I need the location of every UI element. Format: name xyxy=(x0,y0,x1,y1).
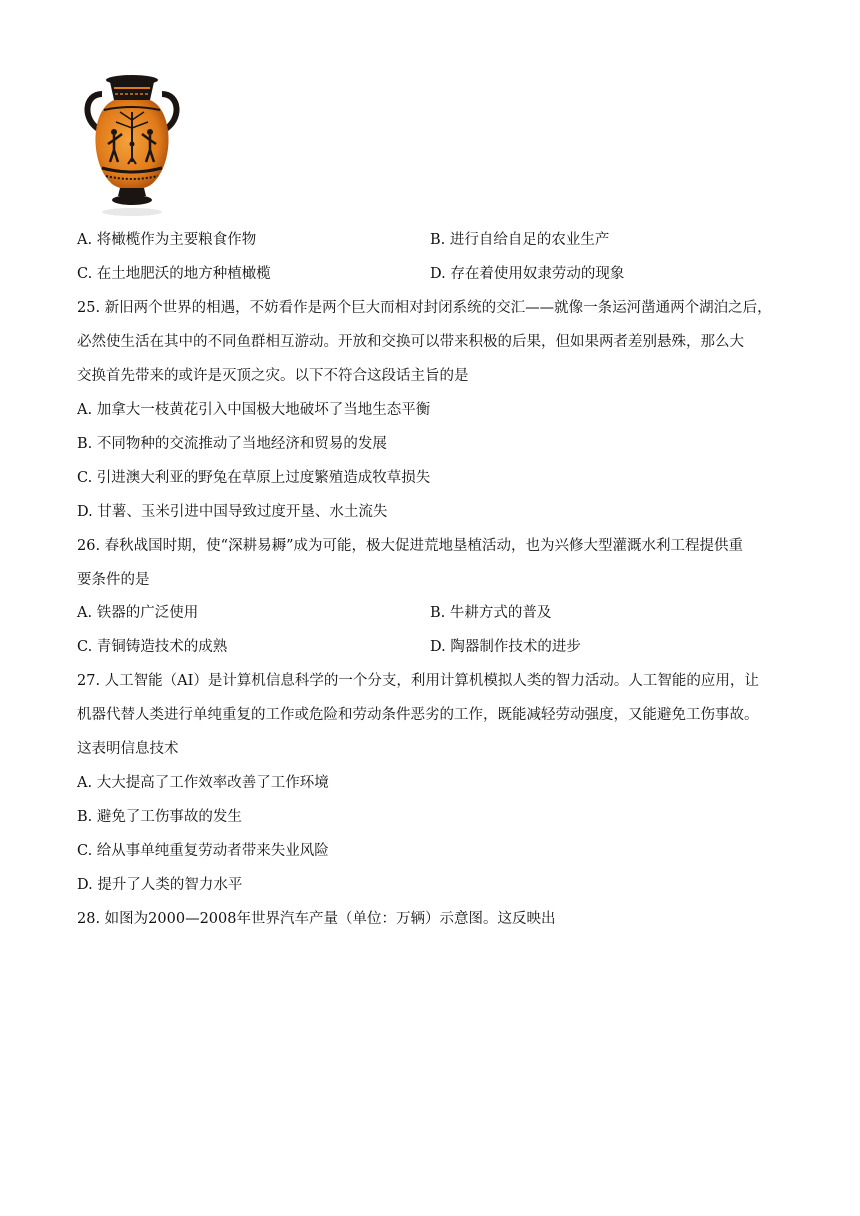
greek-amphora-image xyxy=(80,72,184,220)
q27-stem-line-3: 这表明信息技术 xyxy=(77,741,179,757)
q25-option-b: B. 不同物种的交流推动了当地经济和贸易的发展 xyxy=(77,436,387,452)
q26-option-a: A. 铁器的广泛使用 xyxy=(77,605,199,621)
q27-option-d: D. 提升了人类的智力水平 xyxy=(77,877,243,893)
q24-option-c: C. 在土地肥沃的地方种植橄榄 xyxy=(77,266,271,282)
q26-option-c: C. 青铜铸造技术的成熟 xyxy=(77,639,228,655)
q26-option-d: D. 陶器制作技术的进步 xyxy=(430,639,581,655)
q27-option-c: C. 给从事单纯重复劳动者带来失业风险 xyxy=(77,843,329,859)
q25-stem-line-2: 必然使生活在其中的不同鱼群相互游动。开放和交换可以带来积极的后果，但如果两者差别悬殊，那么大 xyxy=(77,334,744,350)
q27-option-b: B. 避免了工伤事故的发生 xyxy=(77,809,242,825)
q27-option-a: A. 大大提高了工作效率改善了工作环境 xyxy=(77,775,329,791)
q26-stem-line-1: 26. 春秋战国时期，使“深耕易耨”成为可能，极大促进荒地垦植活动，也为兴修大型灌溉水利工程提供重 xyxy=(77,538,743,554)
q25-option-a: A. 加拿大一枝黄花引入中国极大地破坏了当地生态平衡 xyxy=(77,402,431,418)
q27-stem-line-2: 机器代替人类进行单纯重复的工作或危险和劳动条件恶劣的工作，既能减轻劳动强度，又能避免工伤事故。 xyxy=(77,707,759,723)
q24-option-d: D. 存在着使用奴隶劳动的现象 xyxy=(430,266,625,282)
q27-stem-line-1: 27. 人工智能（AI）是计算机信息科学的一个分支，利用计算机模拟人类的智力活动。人工智能的应用，让 xyxy=(77,673,759,689)
q24-option-a: A. 将橄榄作为主要粮食作物 xyxy=(77,232,257,248)
q24-option-b: B. 进行自给自足的农业生产 xyxy=(430,232,610,248)
q25-option-c: C. 引进澳大利亚的野兔在草原上过度繁殖造成牧草损失 xyxy=(77,470,431,486)
q26-stem-line-2: 要条件的是 xyxy=(77,572,150,588)
q25-stem-line-3: 交换首先带来的或许是灭顶之灾。以下不符合这段话主旨的是 xyxy=(77,368,469,384)
q25-option-d: D. 甘薯、玉米引进中国导致过度开垦、水土流失 xyxy=(77,504,388,520)
q28-stem-line-1: 28. 如图为2000—2008年世界汽车产量（单位：万辆）示意图。这反映出 xyxy=(77,911,556,927)
q25-stem-line-1: 25. 新旧两个世界的相遇，不妨看作是两个巨大而相对封闭系统的交汇——就像一条运河凿通两个湖泊之后， xyxy=(77,300,772,316)
q26-option-b: B. 牛耕方式的普及 xyxy=(430,605,552,621)
